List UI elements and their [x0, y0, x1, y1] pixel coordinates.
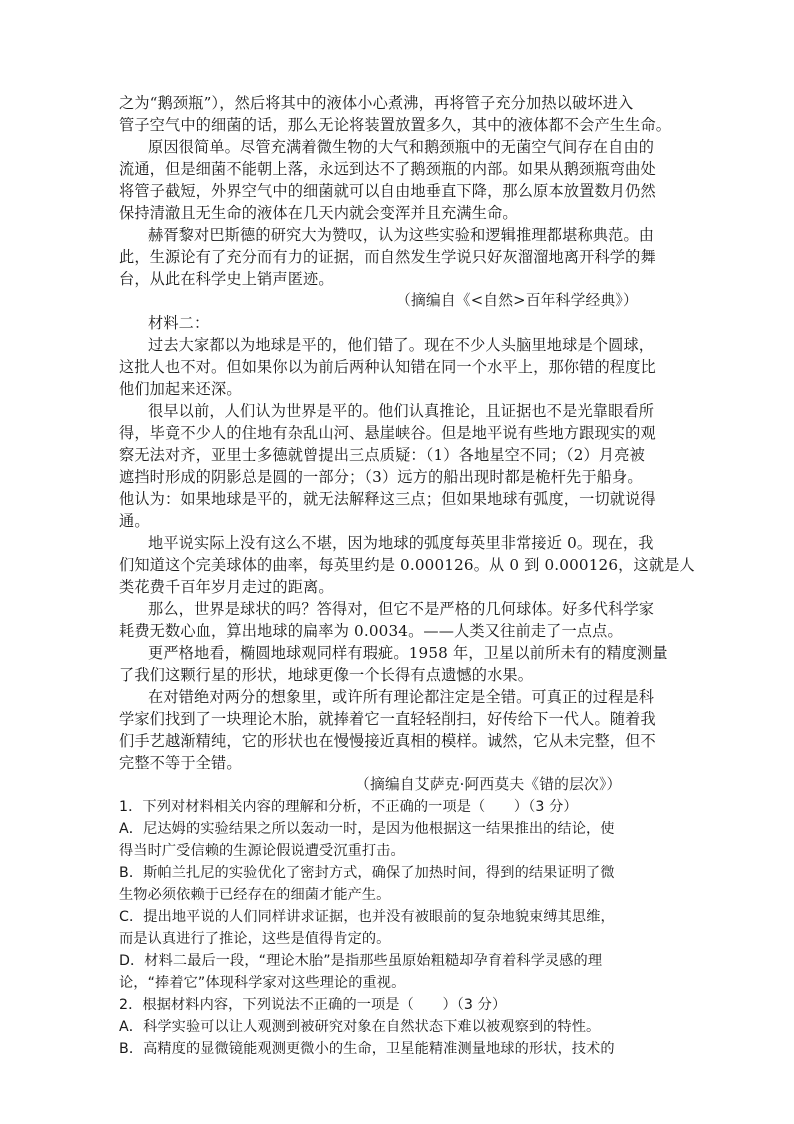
text-line: 地平说实际上没有这么不堪，因为地球的弧度每英里非常接近 0。现在，我	[148, 534, 654, 552]
option-text: 得当时广受信赖的生源论假说遭受沉重打击。	[119, 843, 405, 859]
option-a: A．科学实验可以让人观测到被研究对象在自然状态下难以被观察到的特性。	[119, 1019, 601, 1035]
text-line: 保持清澈且无生命的液体在几天内就会变浑并且充满生命。	[119, 204, 518, 222]
text-line: 管子空气中的细菌的话，那么无论将装置放置多久，其中的液体都不会产生生命。	[119, 116, 672, 134]
option-b: B．斯帕兰扎尼的实验优化了密封方式，确保了加热时间，得到的结果证明了微	[119, 865, 615, 881]
option-a: A．尼达姆的实验结果之所以轰动一时，是因为他根据这一结果推出的结论，使	[119, 821, 615, 837]
text-line: 完整不等于全错。	[119, 754, 242, 772]
option-b: B．高精度的显微镜能观测更微小的生命，卫星能精准测量地球的形状，技术的	[119, 1041, 615, 1057]
text-line: 之为“鹅颈瓶”），然后将其中的液体小心煮沸，再将管子充分加热以破坏进入	[119, 94, 634, 112]
section-heading: 材料二：	[148, 314, 210, 332]
option-d: D．材料二最后一段，“理论木胎”是指那些虽原始粗糙却孕育着科学灵感的理	[119, 953, 603, 969]
source-citation: （摘编自艾萨克·阿西莫夫《错的层次》）	[355, 776, 622, 793]
text-line: 台，从此在科学史上销声匿迹。	[119, 270, 334, 288]
option-c: C．提出地平说的人们同样讲求证据，也并没有被眼前的复杂地貌束缚其思维，	[119, 909, 615, 925]
text-line: 类花费千百年岁月走过的距离。	[119, 578, 334, 596]
text-line: 得，毕竟不少人的住地有杂乱山河、悬崖峡谷。但是地平说有些地方跟现实的观	[119, 424, 656, 442]
text-line: 此，生源论有了充分而有力的证据，而自然发生学说只好灰溜溜地离开科学的舞	[119, 248, 656, 266]
text-line: 很早以前，人们认为世界是平的。他们认真推论，且证据也不是光靠眼看所	[148, 402, 655, 420]
option-text: 论，“捧着它”体现科学家对这些理论的重视。	[119, 975, 406, 991]
text-line: 原因很简单。尽管充满着微生物的大气和鹅颈瓶中的无菌空气间存在自由的	[148, 138, 655, 156]
text-line: 了我们这颗行星的形状，地球更像一个长得有点遗憾的水果。	[119, 666, 534, 684]
text-line: 流通，但是细菌不能朝上落，永远到达不了鹅颈瓶的内部。如果从鹅颈瓶弯曲处	[119, 160, 656, 178]
text-line: 更严格地看，椭圆地球观同样有瑕疵。1958 年，卫星以前所未有的精度测量	[148, 644, 668, 662]
text-line: 遮挡时形成的阴影总是圆的一部分；（3）远方的船出现时都是桅杆先于船身。	[119, 468, 643, 486]
option-text: 而是认真进行了推论，这些是值得肯定的。	[119, 931, 391, 947]
text-line: 通。	[119, 512, 150, 530]
text-line: 将管子截短，外界空气中的细菌就可以自由地垂直下降，那么原本放置数月仍然	[119, 182, 656, 200]
question-stem: 1．下列对材料相关内容的理解和分析，不正确的一项是（ ）（3 分）	[119, 799, 578, 815]
text-line: 们手艺越渐精纯，它的形状也在慢慢接近真相的模样。诚然，它从未完整，但不	[119, 732, 656, 750]
text-line: 他们加起来还深。	[119, 380, 242, 398]
text-line: 他认为：如果地球是平的，就无法解释这三点；但如果地球有弧度，一切就说得	[119, 490, 656, 508]
text-line: 们知道这个完美球体的曲率，每英里约是 0.000126。从 0 到 0.000126，这就是人	[119, 556, 695, 574]
text-line: 赫胥黎对巴斯德的研究大为赞叹，认为这些实验和逻辑推理都堪称典范。由	[148, 226, 655, 244]
text-line: 察无法对齐，亚里士多德就曾提出三点质疑：（1）各地星空不同；（2）月亮被	[119, 446, 645, 464]
text-line: 过去大家都以为地球是平的，他们错了。现在不少人头脑里地球是个圆球，	[148, 336, 655, 354]
text-line: 这批人也不对。但如果你以为前后两种认知错在同一个水平上，那你错的程度比	[119, 358, 656, 376]
source-citation: （摘编自《<自然>百年科学经典》）	[396, 292, 638, 309]
text-line: 那么，世界是球状的吗？答得对，但它不是严格的几何球体。好多代科学家	[148, 600, 655, 618]
option-text: 生物必须依赖于已经存在的细菌才能产生。	[119, 887, 391, 903]
text-line: 在对错绝对两分的想象里，或许所有理论都注定是全错。可真正的过程是科	[148, 688, 655, 706]
question-stem: 2．根据材料内容，下列说法不正确的一项是（ ）（3 分）	[119, 997, 507, 1013]
text-line: 学家们找到了一块理论木胎，就捧着它一直轻轻削扫，好传给下一代人。随着我	[119, 710, 656, 728]
text-line: 耗费无数心血，算出地球的扁率为 0.0034。——人类又往前走了一点点。	[119, 622, 623, 640]
